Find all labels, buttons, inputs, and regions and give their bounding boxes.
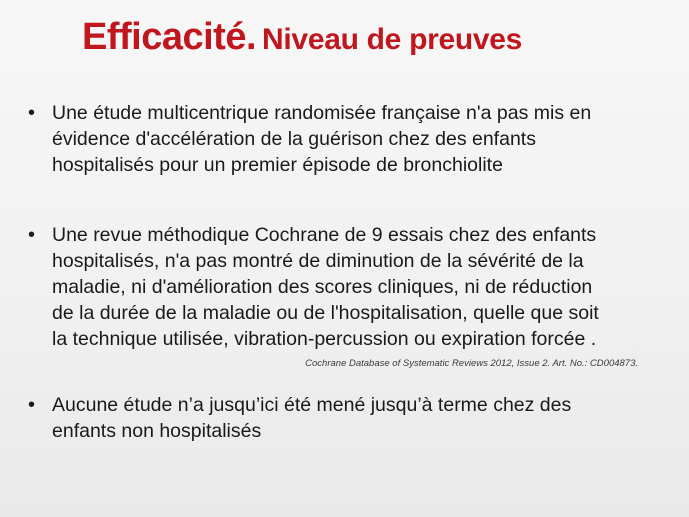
bullet-line: la technique utilisée, vibration-percussion ou expiration forcée . [52, 328, 597, 350]
bullet-line: hospitalisés, n'a pas montré de diminution de la sévérité de la [52, 250, 584, 272]
bullet-dot-icon: • [28, 224, 36, 246]
bullet-line: Une étude multicentrique randomisée française n'a pas mis en [52, 102, 592, 124]
slide-title [82, 18, 522, 56]
bullet-line: Aucune étude n’a jusqu’ici été mené jusqu’à terme chez des [52, 394, 572, 416]
title-subtitle: Niveau de preuves [262, 23, 523, 56]
bullet-dot-icon: • [28, 102, 36, 124]
bullet-item [28, 392, 668, 444]
bullet-line: de la durée de la maladie ou de l'hospitalisation, quelle que soit [52, 302, 599, 324]
bullet-line: maladie, ni d'amélioration des scores cliniques, ni de réduction [52, 276, 593, 298]
title-main: Efficacité. [82, 16, 257, 58]
bullet-line: hospitalisés pour un premier épisode de bronchiolite [52, 154, 503, 176]
bullet-line: enfants non hospitalisés [52, 420, 262, 442]
bullet-item [28, 100, 668, 178]
bullet-line: évidence d'accélération de la guérison chez des enfants [52, 128, 536, 150]
bullet-item [28, 222, 668, 370]
citation-reference: Cochrane Database of Systematic Reviews 2012, Issue 2. Art. No.: CD004873. [305, 358, 638, 369]
bullet-list [28, 100, 668, 444]
bullet-dot-icon: • [28, 394, 36, 416]
bullet-line: Une revue méthodique Cochrane de 9 essais chez des enfants [52, 224, 597, 246]
